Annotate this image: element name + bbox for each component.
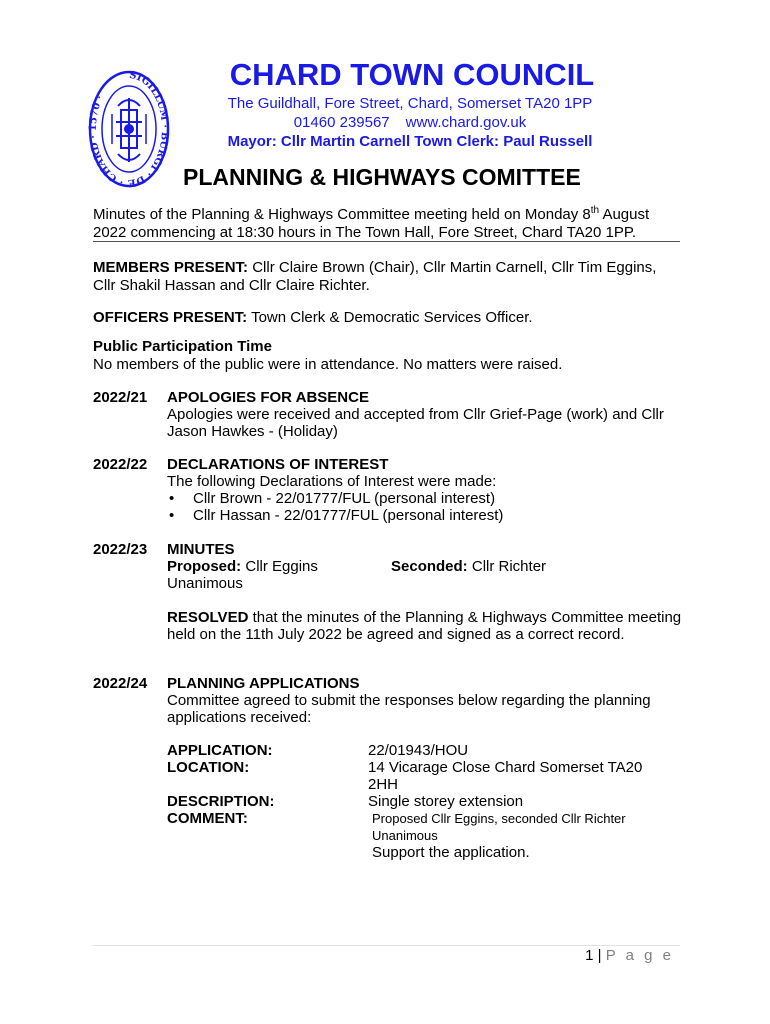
description-label: DESCRIPTION: [167, 793, 275, 810]
intro-text-end: August 2022 commencing at 18:30 hours in The Town Hall, Fore Street, Chard TA20 1PP. [93, 206, 650, 241]
item-apologies [167, 389, 687, 440]
members-present [93, 259, 683, 295]
intro-ordinal-suffix: th [590, 205, 600, 216]
meeting-intro [93, 206, 683, 242]
resolution [167, 609, 687, 643]
page-footer [560, 947, 674, 964]
description-row [167, 793, 687, 810]
comment-proposed: Proposed Cllr Eggins, seconded Cllr Richter [372, 811, 626, 826]
resolved-text: that the minutes of the Planning & Highways Committee meeting held on the 11th July 2022 be agreed and signed as a correct record. [167, 609, 682, 643]
item-number: 2022/23 [93, 541, 148, 558]
council-contact [210, 114, 610, 131]
item-planning-applications [167, 675, 687, 726]
item-heading: MINUTES [167, 541, 235, 558]
comment-vote: Unanimous [372, 828, 438, 843]
page-separator: | [597, 947, 602, 964]
bullet-icon: • [169, 490, 175, 507]
application-value: 22/01943/HOU [368, 742, 469, 759]
description-value: Single storey extension [368, 793, 524, 810]
public-participation-heading: Public Participation Time [93, 338, 272, 355]
footer-divider [93, 945, 680, 946]
public-participation [93, 338, 683, 374]
proposed-label: Proposed: [167, 558, 242, 575]
officers-label: OFFICERS PRESENT: [93, 309, 248, 326]
vote-result: Unanimous [167, 575, 243, 592]
item-text: The following Declarations of Interest were made: [167, 473, 497, 490]
item-declarations [167, 456, 687, 524]
item-heading: DECLARATIONS OF INTEREST [167, 456, 389, 473]
item-number: 2022/21 [93, 389, 148, 406]
council-seal-logo [88, 70, 170, 188]
members-label: MEMBERS PRESENT: [93, 259, 249, 276]
comment-label: COMMENT: [167, 810, 248, 827]
item-text: Apologies were received and accepted from Cllr Grief-Page (work) and Cllr Jason Hawkes - (Holiday) [167, 406, 664, 440]
list-item [167, 507, 687, 524]
seal-lettering: SIGILLUM · BURGI · DE · CHARD · 1570 · [88, 70, 170, 188]
item-text: Committee agreed to submit the responses below regarding the planning applications received: [167, 692, 651, 726]
application-row [167, 742, 687, 759]
bullet-icon: • [169, 507, 175, 524]
seconded-label: Seconded: [391, 558, 468, 575]
item-minutes [167, 541, 687, 643]
officers-present [93, 309, 683, 327]
committee-title: PLANNING & HIGHWAYS COMITTEE [183, 164, 581, 190]
intro-text-start: Minutes of the Planning & Highways Committee meeting held on Monday 8 [93, 206, 591, 223]
item-number: 2022/22 [93, 456, 148, 473]
council-address: The Guildhall, Fore Street, Chard, Somerset TA20 1PP [227, 95, 593, 112]
item-heading: APOLOGIES FOR ABSENCE [167, 389, 369, 406]
bullet-text: Cllr Brown - 22/01777/FUL (personal interest) [193, 490, 496, 507]
council-name: CHARD TOWN COUNCIL [229, 57, 595, 92]
item-number: 2022/24 [93, 675, 148, 692]
comment-text: Support the application. [372, 844, 530, 861]
comment-value [368, 810, 672, 861]
comment-row [167, 810, 687, 861]
seconded-value: Cllr Richter [467, 558, 547, 575]
officers-text: Town Clerk & Democratic Services Officer. [247, 309, 533, 326]
page-number: 1 [585, 947, 594, 964]
council-website: www.chard.gov.uk [405, 114, 527, 131]
minutes-vote-row [167, 558, 687, 575]
location-value: 14 Vicarage Close Chard Somerset TA20 2HH [368, 759, 643, 793]
bullet-text: Cllr Hassan - 22/01777/FUL (personal interest) [193, 507, 504, 524]
members-text: Cllr Claire Brown (Chair), Cllr Martin Carnell, Cllr Tim Eggins, Cllr Shakil Hassan and Cllr Claire Richter. [93, 259, 657, 294]
council-officials: Mayor: Cllr Martin Carnell Town Clerk: Paul Russell [227, 133, 593, 150]
item-heading: PLANNING APPLICATIONS [167, 675, 360, 692]
location-row [167, 759, 687, 793]
location-label: LOCATION: [167, 759, 250, 776]
proposed-value: Cllr Eggins [241, 558, 318, 575]
list-item [167, 490, 687, 507]
page-word: P a g e [605, 947, 674, 964]
council-phone: 01460 239567 [293, 114, 390, 131]
header-divider [93, 241, 680, 242]
application-details [167, 742, 687, 861]
resolved-label: RESOLVED [167, 609, 249, 626]
application-label: APPLICATION: [167, 742, 273, 759]
public-participation-text: No members of the public were in attendance. No matters were raised. [93, 356, 563, 373]
